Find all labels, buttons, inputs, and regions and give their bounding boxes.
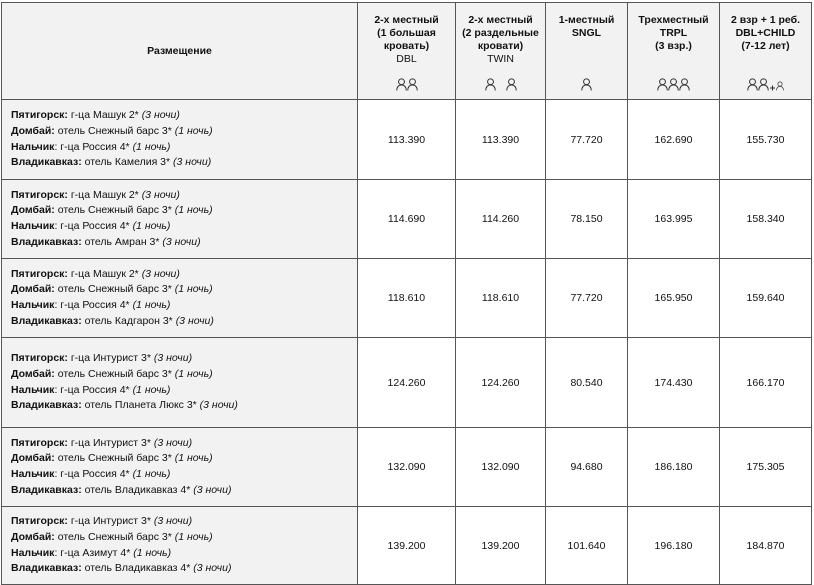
hotel-name: отель Снежный барс 3*	[54, 204, 175, 217]
table-row	[2, 259, 812, 338]
city-name: Нальчик	[11, 383, 55, 396]
city-name: Владикавказ:	[11, 235, 82, 248]
city-name: Пятигорск:	[11, 436, 68, 449]
nights-count: (1 ночь)	[174, 367, 213, 380]
itinerary-cell	[2, 338, 358, 428]
price-cell: 114.690	[358, 180, 456, 259]
nights-count: (1 ночь)	[132, 383, 171, 396]
price-cell: 175.305	[720, 428, 812, 507]
city-name: Нальчик	[11, 468, 55, 480]
hotel-name: : г-ца Россия 4*	[54, 299, 133, 311]
two-persons-icon	[358, 78, 455, 92]
price-cell: 124.260	[358, 338, 456, 428]
nights-count: (1 ночь)	[132, 468, 171, 480]
hotel-name: отель Снежный барс 3*	[54, 283, 175, 296]
column-header-sngl	[546, 3, 628, 100]
column-header-trpl	[628, 3, 720, 100]
price-cell: 139.200	[456, 507, 546, 585]
hotel-name: отель Планета Люкс 3*	[81, 399, 200, 412]
hotel-name: отель Кадгарон 3*	[81, 314, 176, 327]
nights-count: (3 ночи)	[175, 314, 214, 327]
city-name: Пятигорск:	[11, 352, 68, 365]
hotel-name: г-ца Интурист 3*	[67, 515, 154, 528]
itinerary-line	[11, 451, 357, 467]
nights-count: (3 ночи)	[141, 109, 180, 122]
itinerary-line	[11, 367, 357, 383]
price-cell: 114.260	[456, 180, 546, 259]
city-name: Пятигорск:	[11, 267, 68, 280]
price-cell: 159.640	[720, 259, 812, 338]
city-name: Пятигорск:	[11, 188, 68, 201]
price-cell: 77.720	[546, 259, 628, 338]
nights-count: (3 ночи)	[141, 267, 180, 280]
hotel-name: : г-ца Россия 4*	[54, 383, 133, 396]
nights-count: (1 ночь)	[174, 452, 213, 465]
city-name: Домбай:	[11, 283, 55, 296]
nights-count: (1 ночь)	[133, 546, 172, 559]
price-cell: 113.390	[358, 100, 456, 180]
column-header-line: (3 взр.)	[655, 40, 692, 52]
price-cell: 124.260	[456, 338, 546, 428]
column-header-line: Трехместный	[638, 14, 709, 26]
city-name: Домбай:	[11, 204, 55, 217]
city-name: Домбай:	[11, 124, 55, 137]
city-name: Пятигорск:	[11, 109, 68, 122]
itinerary-line	[11, 546, 357, 562]
hotel-name: отель Владикавказ 4*	[81, 483, 194, 496]
hotel-name: отель Снежный барс 3*	[54, 367, 175, 380]
itinerary-line	[11, 108, 357, 124]
hotel-name: г-ца Машук 2*	[67, 267, 142, 280]
itinerary-line	[11, 483, 357, 499]
price-cell: 196.180	[628, 507, 720, 585]
column-header-dbl	[358, 3, 456, 100]
nights-count: (1 ночь)	[174, 283, 213, 296]
nights-count: (3 ночи)	[153, 352, 193, 365]
price-cell: 101.640	[546, 507, 628, 585]
itinerary-line	[11, 235, 357, 251]
itinerary-line	[11, 124, 357, 140]
city-name: Владикавказ:	[11, 562, 82, 575]
hotel-name: отель Камелия 3*	[81, 156, 174, 169]
city-name: Домбай:	[11, 367, 55, 380]
itinerary-line	[11, 140, 357, 156]
column-header-line: кровати)	[477, 40, 524, 52]
column-header-line: DBL+CHILD	[735, 27, 796, 39]
price-cell: 118.610	[358, 259, 456, 338]
city-name: Владикавказ:	[11, 314, 82, 327]
itinerary-line	[11, 298, 357, 314]
nights-count: (3 ночи)	[153, 436, 193, 449]
price-cell: 132.090	[358, 428, 456, 507]
two-adults-plus-child-icon	[720, 78, 811, 92]
hotel-name: отель Снежный барс 3*	[54, 124, 175, 137]
hotel-name: г-ца Интурист 3*	[67, 436, 154, 449]
itinerary-line	[11, 530, 357, 546]
price-cell: 118.610	[456, 259, 546, 338]
city-name: Владикавказ:	[11, 399, 82, 412]
room-code: DBL	[396, 53, 417, 65]
table-row	[2, 507, 812, 585]
nights-count: (1 ночь)	[132, 140, 171, 153]
city-name: Домбай:	[11, 452, 55, 465]
price-cell: 158.340	[720, 180, 812, 259]
city-name: Нальчик	[11, 299, 55, 311]
nights-count: (1 ночь)	[174, 124, 213, 137]
hotel-name: : г-ца Азимут 4*	[54, 546, 134, 559]
itinerary-line	[11, 203, 357, 219]
hotel-name: : г-ца Россия 4*	[54, 140, 133, 153]
nights-count: (3 ночи)	[141, 188, 180, 201]
column-header-line: (7-12 лет)	[741, 40, 790, 52]
price-cell: 77.720	[546, 100, 628, 180]
price-cell: 186.180	[628, 428, 720, 507]
hotel-name: : г-ца Россия 4*	[54, 220, 133, 232]
room-code: TWIN	[487, 53, 514, 65]
itinerary-cell	[2, 180, 358, 259]
column-header-line: (2 раздельные	[462, 27, 539, 39]
price-cell: 139.200	[358, 507, 456, 585]
column-header-line: SNGL	[571, 27, 602, 39]
nights-count: (1 ночь)	[174, 204, 213, 217]
hotel-name: г-ца Интурист 3*	[67, 352, 154, 365]
nights-count: (3 ночи)	[199, 399, 238, 412]
column-header-twin	[456, 3, 546, 100]
price-cell: 174.430	[628, 338, 720, 428]
one-person-icon	[546, 78, 627, 92]
city-name: Домбай:	[11, 530, 55, 543]
itinerary-cell	[2, 259, 358, 338]
column-header-line: 1-местный	[558, 14, 615, 26]
price-cell: 163.995	[628, 180, 720, 259]
nights-count: (3 ночи)	[193, 562, 232, 575]
price-cell: 184.870	[720, 507, 812, 585]
city-name: Пятигорск:	[11, 515, 68, 528]
price-cell: 132.090	[456, 428, 546, 507]
itinerary-line	[11, 267, 357, 283]
price-cell: 165.950	[628, 259, 720, 338]
two-separate-persons-icon	[456, 78, 545, 92]
city-name: Владикавказ:	[11, 483, 82, 496]
itinerary-line	[11, 155, 357, 171]
three-persons-icon	[628, 78, 719, 92]
table-row	[2, 100, 812, 180]
column-header-line: 2 взр + 1 реб.	[730, 14, 801, 26]
header-row	[2, 3, 812, 100]
price-cell: 166.170	[720, 338, 812, 428]
itinerary-line	[11, 514, 357, 530]
column-header-line: 2-х местный	[468, 14, 533, 26]
hotel-name: : г-ца Россия 4*	[54, 468, 133, 480]
column-header-line: TRPL	[659, 27, 688, 39]
city-name: Нальчик	[11, 220, 55, 232]
nights-count: (1 ночь)	[132, 220, 171, 232]
nights-count: (3 ночи)	[173, 156, 212, 169]
itinerary-cell	[2, 100, 358, 180]
table-row	[2, 428, 812, 507]
hotel-name: отель Снежный барс 3*	[54, 530, 175, 543]
nights-count: (3 ночи)	[162, 235, 201, 248]
column-header-line: (1 большая	[377, 27, 436, 39]
itinerary-line	[11, 282, 357, 298]
city-name: Нальчик	[11, 546, 55, 559]
column-header-line: кровать)	[383, 40, 430, 52]
itinerary-line	[11, 314, 357, 330]
nights-count: (3 ночи)	[193, 483, 232, 496]
price-cell: 162.690	[628, 100, 720, 180]
price-cell: 94.680	[546, 428, 628, 507]
nights-count: (1 ночь)	[174, 530, 213, 543]
price-cell: 78.150	[546, 180, 628, 259]
hotel-name: г-ца Машук 2*	[67, 188, 142, 201]
price-table	[1, 2, 812, 585]
nights-count: (1 ночь)	[132, 299, 171, 311]
itinerary-line	[11, 188, 357, 204]
city-name: Владикавказ:	[11, 156, 82, 169]
itinerary-line	[11, 383, 357, 399]
nights-count: (3 ночи)	[153, 515, 193, 528]
placement-header: Размещение	[2, 3, 358, 100]
table-row	[2, 338, 812, 428]
price-cell: 80.540	[546, 338, 628, 428]
itinerary-line	[11, 219, 357, 235]
itinerary-cell	[2, 428, 358, 507]
city-name: Нальчик	[11, 140, 55, 153]
itinerary-cell	[2, 507, 358, 585]
column-header-line: 2-х местный	[374, 14, 439, 26]
column-header-dbl-child	[720, 3, 812, 100]
itinerary-line	[11, 351, 357, 367]
hotel-name: отель Амран 3*	[81, 235, 163, 248]
itinerary-line	[11, 561, 357, 577]
hotel-name: отель Снежный барс 3*	[54, 452, 175, 465]
itinerary-line	[11, 398, 357, 414]
itinerary-line	[11, 467, 357, 483]
hotel-name: отель Владикавказ 4*	[81, 562, 194, 575]
itinerary-line	[11, 436, 357, 452]
price-cell: 155.730	[720, 100, 812, 180]
table-row	[2, 180, 812, 259]
hotel-name: г-ца Машук 2*	[67, 109, 142, 122]
price-cell: 113.390	[456, 100, 546, 180]
